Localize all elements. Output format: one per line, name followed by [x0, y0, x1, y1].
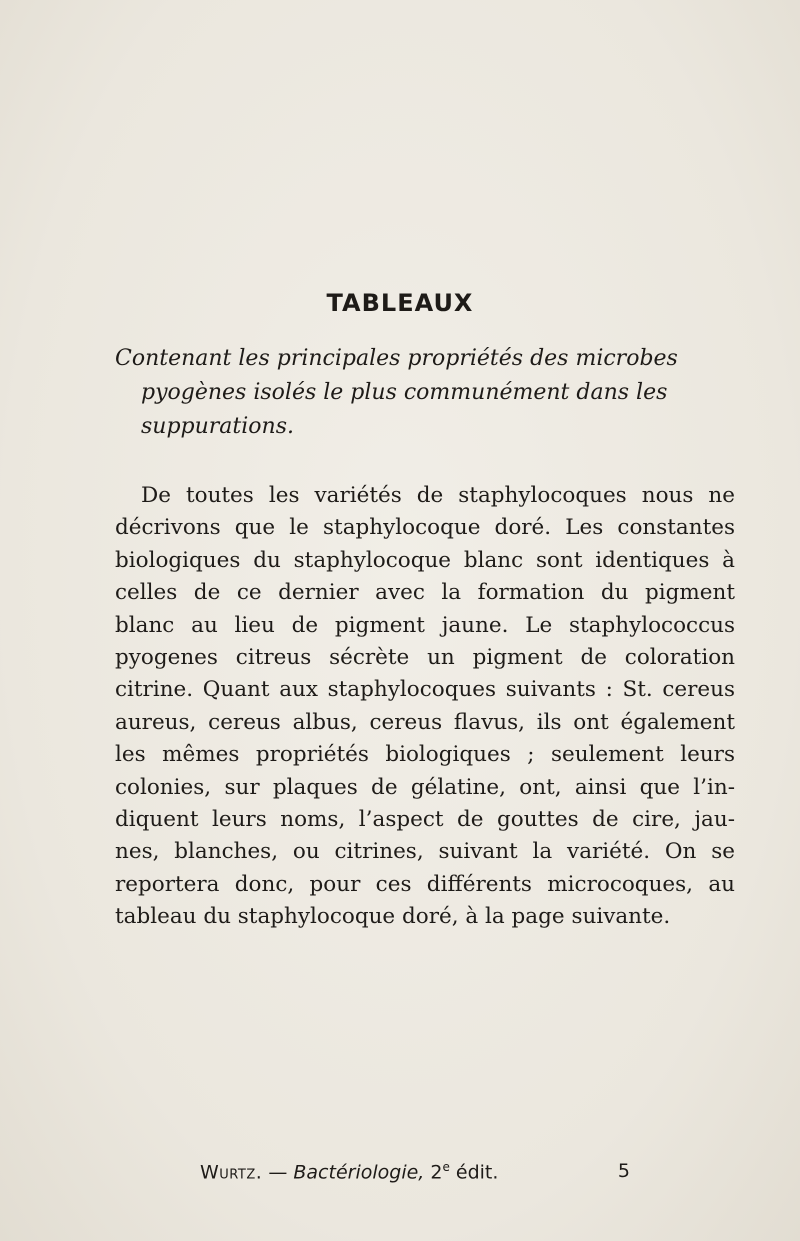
body-line: tableau du staphylocoque doré, à la page suivante.: [115, 904, 671, 930]
body-line: reportera donc, pour ces différents microcoques, au: [115, 871, 735, 897]
body-line: celles de ce dernier avec la formation du pigment: [115, 580, 735, 606]
body-paragraph: [115, 480, 735, 934]
footer-author: Wurtz.: [200, 1161, 263, 1184]
body-line: aureus, cereus albus, cereus flavus, ils ont également: [115, 709, 735, 735]
footer-edition-superscript: e: [442, 1160, 450, 1174]
subtitle-line: pyogènes isolés le plus communément dans les: [141, 380, 668, 405]
page-number: 5: [617, 1160, 630, 1182]
footer-book-title: Bactériologie,: [293, 1161, 425, 1184]
subtitle-line: Contenant les principales propriétés des microbes: [115, 346, 678, 371]
body-line: De toutes les variétés de staphylocoques nous ne: [141, 483, 735, 508]
body-line: les mêmes propriétés biologiques ; seulement leurs: [115, 742, 735, 768]
subtitle-line: suppurations.: [141, 414, 295, 439]
body-line: pyogenes citreus sécrète un pigment de coloration: [115, 645, 735, 671]
body-line: blanc au lieu de pigment jaune. Le staphylococcus: [115, 612, 735, 638]
footer-dash: —: [268, 1161, 288, 1184]
body-line: décrivons que le staphylocoque doré. Les constantes: [115, 515, 735, 541]
body-line: diquent leurs noms, l’aspect de gouttes de cire, jau-: [115, 807, 735, 833]
body-line: citrine. Quant aux staphylocoques suivants : St. cereus: [115, 677, 735, 703]
page-title: TABLEAUX: [326, 289, 474, 317]
body-line: nes, blanches, ou citrines, suivant la variété. On se: [115, 839, 735, 865]
subtitle: [115, 342, 735, 444]
body-line: biologiques du staphylocoque blanc sont identiques à: [115, 547, 735, 573]
footer-edition-number: 2: [430, 1161, 443, 1184]
page-footer: [200, 1160, 630, 1183]
body-line: colonies, sur plaques de gélatine, ont, ainsi que l’in-: [115, 774, 735, 800]
footer-edition-word: édit.: [455, 1161, 499, 1184]
